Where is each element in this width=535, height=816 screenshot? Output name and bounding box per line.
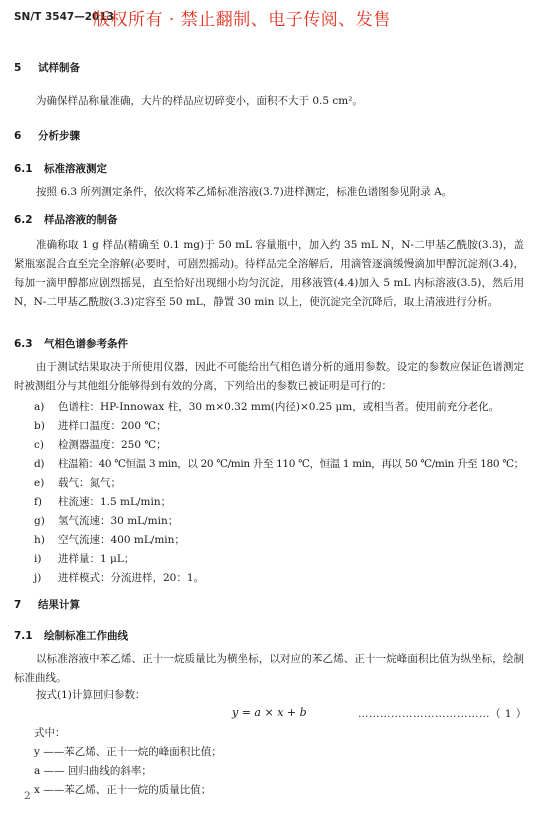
section-number: 7	[14, 599, 22, 611]
section-6-3-text: 由于测试结果取决于所使用仪器，因此不可能给出气相色谱分析的通用参数。设定的参数应保证色谱测定时被测组分与其他组分能够得到有效的分离，下列给出的参数已被证明是可行的：	[14, 361, 524, 392]
section-5-heading	[14, 60, 80, 75]
section-number: 6.1	[14, 163, 33, 175]
where-label: 式中：	[34, 727, 66, 739]
list-item-text: 色谱柱：HP-Innowax 柱，30 m×0.32 mm(内径)×0.25 μm，或相当者。使用前充分老化。	[58, 401, 500, 413]
list-item-text: 进样模式：分流进样，20：1。	[58, 572, 205, 584]
list-item-text: 空气流速：400 mL/min；	[58, 534, 185, 546]
section-5-text: 为确保样品称量准确，大片的样品应切碎变小，面积不大于 0.5 cm²。	[36, 95, 363, 107]
list-marker: i)	[34, 553, 42, 565]
list-marker: e)	[34, 477, 45, 489]
list-marker: f)	[34, 496, 42, 508]
list-item	[34, 532, 185, 547]
list-item-text: 检测器温度：250 ℃；	[58, 439, 167, 451]
section-number: 7.1	[14, 630, 33, 642]
list-item-text: 进样量：1 μL；	[58, 553, 135, 565]
section-6-heading	[14, 128, 80, 143]
list-item	[34, 437, 167, 452]
list-item	[34, 399, 499, 414]
list-marker: g)	[34, 515, 45, 527]
symbol-definition: y ——苯乙烯、正十一烷的峰面积比值；	[34, 746, 222, 758]
section-7-heading	[14, 597, 80, 612]
page-number: 2	[24, 790, 31, 802]
section-6-1-text: 按照 6.3 所列测定条件，依次将苯乙烯标准溶液(3.7)进样测定，标准色谱图参见附录 A。	[36, 186, 453, 198]
list-item	[34, 456, 524, 471]
list-item	[34, 494, 171, 509]
section-title: 绘制标准工作曲线	[44, 630, 128, 642]
section-6-2-text: 准确称取 1 g 样品(精确至 0.1 mg)于 50 mL 容量瓶中，加入约 35 mL N，N-二甲基乙酰胺(3.3)，盖紧瓶塞混合直至完全溶解(必要时，可剧烈摇动)。待样品完全溶解后，用滴管逐滴缓慢滴加甲醇沉淀剂(3.4)，每加一滴甲醇都应剧烈摇晃，直至恰好出现细小均匀沉淀，用移液管(4.4)加入 5 mL 内标溶液(3.5)，然后用 N，N-二甲基乙酰胺(3.3)定容至 50 mL，静置 30 min 以上，使沉淀完全沉降后，取上清液进行分析。	[14, 239, 524, 308]
regression-equation: y = a × x + b	[232, 706, 307, 719]
list-item-text: 柱温箱：40 ℃恒温 3 min，以 20 ℃/min 升至 110 ℃，恒温 1 min，再以 50 ℃/min 升至 180 ℃；	[58, 458, 524, 470]
list-marker: c)	[34, 439, 44, 451]
section-title: 结果计算	[38, 599, 80, 611]
list-marker: h)	[34, 534, 45, 546]
list-item-text: 进样口温度：200 ℃；	[58, 420, 167, 432]
section-number: 6.2	[14, 214, 33, 226]
section-title: 气相色谱参考条件	[44, 338, 128, 350]
section-6-2-heading	[14, 212, 118, 227]
standard-number: SN/T 3547—2013	[14, 11, 114, 23]
list-marker: j)	[34, 572, 42, 584]
copyright-watermark: 版权所有 · 禁止翻制、电子传阅、发售	[93, 10, 391, 30]
list-item	[34, 570, 204, 585]
section-number: 6	[14, 130, 22, 142]
section-6-1-heading	[14, 161, 107, 176]
list-marker: b)	[34, 420, 45, 432]
list-marker: a)	[34, 401, 45, 413]
equation-number: ………………………………（ 1 ）	[358, 708, 527, 720]
list-item-text: 氢气流速：30 mL/min；	[58, 515, 179, 527]
section-7-1-text: 以标准溶液中苯乙烯、正十一烷质量比为横坐标，以对应的苯乙烯、正十一烷峰面积比值为纵坐标，绘制标准曲线。	[14, 653, 524, 684]
symbol-definition: x ——苯乙烯、正十一烷的质量比值；	[34, 784, 212, 796]
list-item	[34, 475, 121, 490]
list-item-text: 载气：氮气；	[58, 477, 121, 489]
section-title: 分析步骤	[38, 130, 80, 142]
list-item	[34, 513, 178, 528]
section-title: 标准溶液测定	[44, 163, 107, 175]
symbol-definition: a —— 回归曲线的斜率；	[34, 765, 152, 777]
section-7-1-text-2: 按式(1)计算回归参数：	[36, 689, 146, 701]
list-item	[34, 551, 134, 566]
section-7-1-heading	[14, 628, 128, 643]
section-number: 6.3	[14, 338, 33, 350]
list-item	[34, 418, 167, 433]
list-item-text: 柱流速：1.5 mL/min；	[58, 496, 172, 508]
section-title: 试样制备	[38, 62, 80, 74]
section-title: 样品溶液的制备	[44, 214, 118, 226]
section-6-3-heading	[14, 336, 128, 351]
list-marker: d)	[34, 458, 45, 470]
section-number: 5	[14, 62, 22, 74]
